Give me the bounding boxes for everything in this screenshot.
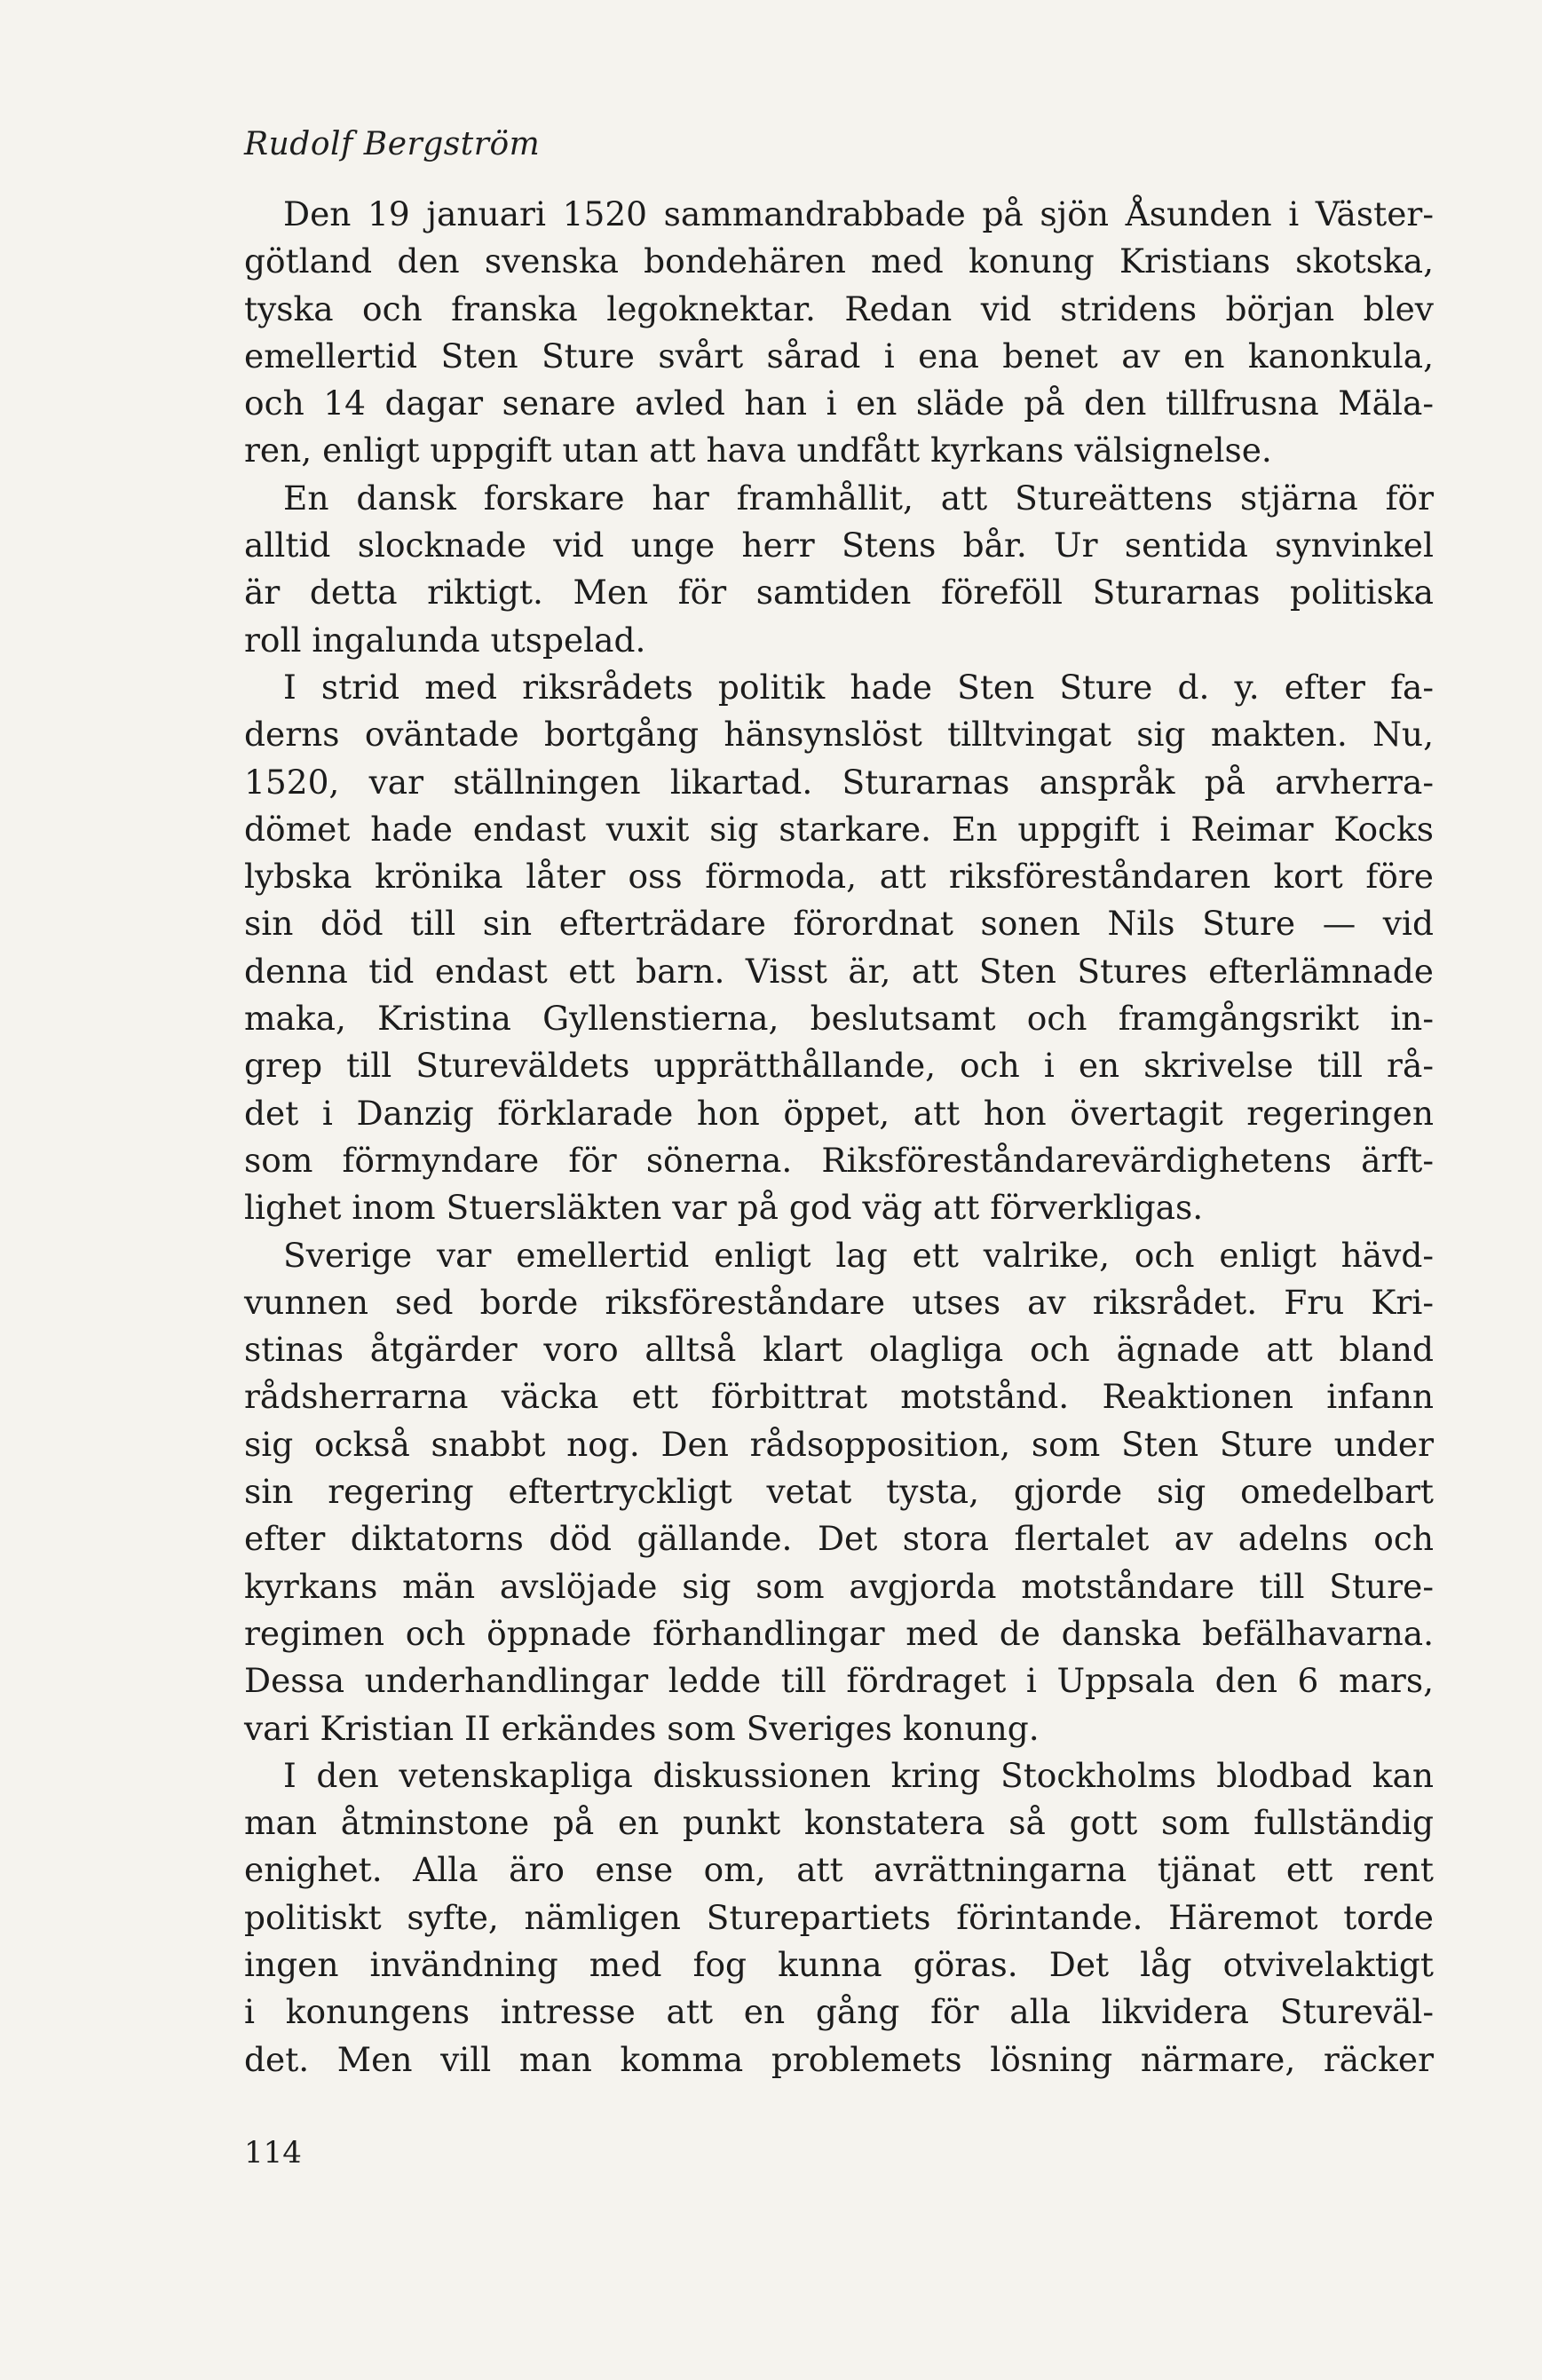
text-line: tyska och franska legoknektar. Redan vid stridens början blev	[244, 289, 1434, 328]
text-line: sin regering eftertryckligt vetat tysta, gjorde sig omedelbart	[244, 1472, 1434, 1512]
text-line: ren, enligt uppgift utan att hava undfått kyrkans välsignelse.	[244, 431, 1272, 470]
text-line: vunnen sed borde riksföreståndare utses av riksrådet. Fru Kri-	[244, 1282, 1434, 1322]
text-line: det. Men vill man komma problemets lösning närmare, räcker	[244, 2039, 1434, 2079]
text-line: dömet hade endast vuxit sig starkare. En uppgift i Reimar Kocks	[244, 809, 1434, 849]
page-number: 114	[244, 2135, 302, 2170]
text-line: regimen och öppnade förhandlingar med de danska befälhavarna.	[244, 1613, 1434, 1653]
paragraph-3	[244, 664, 1434, 1232]
text-line: stinas åtgärder voro alltså klart olagliga och ägnade att bland	[244, 1330, 1434, 1370]
text-line: enighet. Alla äro ense om, att avrättningarna tjänat ett rent	[244, 1850, 1434, 1890]
text-line: götland den svenska bondehären med konung Kristians skotska,	[244, 241, 1434, 281]
paragraph-4	[244, 1232, 1434, 1752]
text-line: efter diktatorns död gällande. Det stora flertalet av adelns och	[244, 1519, 1434, 1559]
text-line: denna tid endast ett barn. Visst är, att Sten Stures efterlämnade	[244, 951, 1434, 991]
text-line: I strid med riksrådets politik hade Sten Sture d. y. efter fa-	[283, 667, 1434, 707]
text-line: vari Kristian II erkändes som Sveriges konung.	[244, 1708, 1040, 1748]
text-line: är detta riktigt. Men för samtiden föreföll Sturarnas politiska	[244, 573, 1434, 613]
body-text	[244, 191, 1434, 2083]
text-line: lybska krönika låter oss förmoda, att riksföreståndaren kort före	[244, 857, 1434, 897]
text-line: man åtminstone på en punkt konstatera så gott som fullständig	[244, 1803, 1434, 1843]
text-line: En dansk forskare har framhållit, att Stureättens stjärna för	[283, 478, 1434, 518]
text-line: Den 19 januari 1520 sammandrabbade på sjön Åsunden i Väster-	[283, 194, 1434, 233]
text-line: maka, Kristina Gyllenstierna, beslutsamt och framgångsrikt in-	[244, 999, 1434, 1039]
paragraph-2	[244, 475, 1434, 664]
text-line: alltid slocknade vid unge herr Stens bår. Ur sentida synvinkel	[244, 526, 1434, 565]
text-line: Sverige var emellertid enligt lag ett valrike, och enligt hävd-	[283, 1235, 1434, 1275]
paragraph-5	[244, 1752, 1434, 2083]
text-line: 1520, var ställningen likartad. Sturarnas anspråk på arvherra-	[244, 762, 1434, 802]
text-line: sin död till sin efterträdare förordnat sonen Nils Sture — vid	[244, 904, 1434, 944]
text-line: det i Danzig förklarade hon öppet, att hon övertagit regeringen	[244, 1093, 1434, 1133]
text-line: sig också snabbt nog. Den rådsopposition, som Sten Sture under	[244, 1424, 1434, 1464]
text-line: i konungens intresse att en gång för alla likvidera Stureväl-	[244, 1992, 1434, 2032]
text-line: rådsherrarna väcka ett förbittrat motstånd. Reaktionen infann	[244, 1377, 1434, 1417]
text-line: I den vetenskapliga diskussionen kring Stockholms blodbad kan	[283, 1755, 1434, 1795]
text-line: ingen invändning med fog kunna göras. Det låg otvivelaktigt	[244, 1944, 1434, 1984]
text-line: roll ingalunda utspelad.	[244, 620, 646, 660]
text-line: emellertid Sten Sture svårt sårad i ena benet av en kanonkula,	[244, 336, 1434, 376]
text-line: politiskt syfte, nämligen Sturepartiets förintande. Häremot torde	[244, 1897, 1434, 1937]
text-line: kyrkans män avslöjade sig som avgjorda motståndare till Sture-	[244, 1566, 1434, 1606]
text-line: lighet inom Stuersläkten var på god väg att förverkligas.	[244, 1188, 1204, 1228]
text-line: Dessa underhandlingar ledde till fördraget i Uppsala den 6 mars,	[244, 1661, 1434, 1701]
text-line: och 14 dagar senare avled han i en släde på den tillfrusna Mäla-	[244, 383, 1434, 423]
text-line: derns oväntade bortgång hänsynslöst tilltvingat sig makten. Nu,	[244, 715, 1434, 755]
paragraph-1	[244, 191, 1434, 475]
text-line: grep till Stureväldets upprätthållande, och i en skrivelse till rå-	[244, 1046, 1434, 1086]
running-header-author: Rudolf Bergström	[244, 126, 541, 162]
text-line: som förmyndare för sönerna. Riksföreståndarevärdighetens ärft-	[244, 1140, 1434, 1180]
